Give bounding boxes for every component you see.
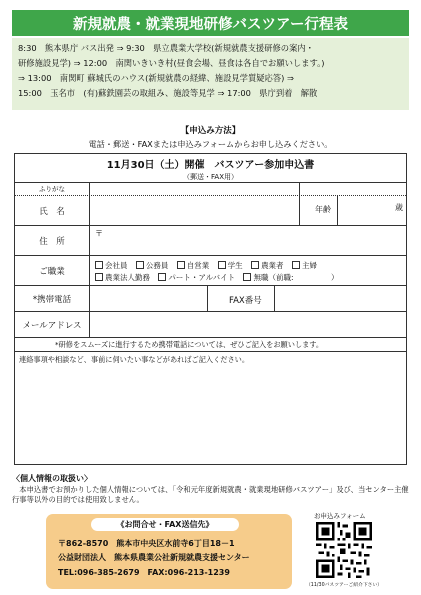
itinerary-box — [12, 38, 409, 110]
application-form — [14, 153, 407, 465]
email-row — [15, 312, 406, 338]
contact-org: 公益財団法人 熊本県農業公社新規就農支援センター — [58, 553, 250, 562]
form-title-text: 11月30日（土）開催 バスツアー参加申込書 — [106, 160, 315, 171]
address-label: 住 所 — [15, 226, 90, 255]
contact-address: 〒862-8570 熊本市中央区水前寺6丁目18－1 — [58, 539, 235, 548]
age-label: 年齢 — [315, 205, 331, 214]
apply-method-title: 【申込み方法】 — [180, 126, 241, 136]
contact-phones: TEL:096-385-2679 FAX:096-213-1239 — [58, 568, 230, 577]
name-label: 氏 名 — [15, 196, 90, 225]
name-input[interactable] — [91, 196, 297, 225]
phone-row — [15, 286, 406, 312]
mobile-note-row — [15, 338, 406, 352]
address-row — [15, 226, 406, 256]
mobile-label: *携帯電話 — [15, 286, 90, 311]
contact-box — [46, 514, 292, 589]
itinerary-line: 8:30 熊本県庁 バス出発 ⇒ 9:30 県立農業大学校(新規就農支援研修の案内・ — [18, 43, 314, 53]
page-title: 新規就農・就業現地研修バスツアー行程表 — [12, 10, 409, 36]
occupation-option[interactable]: 無職（前職: ） — [243, 272, 338, 283]
apply-method-note: 電話・郵送・FAXまたは申込みフォームからお申し込みください。 — [88, 139, 333, 149]
email-input[interactable] — [91, 312, 404, 337]
remarks-hint: 連絡事項や相談など、事前に伺いたい事などがあればご記入ください。 — [19, 355, 250, 364]
address-input[interactable] — [91, 226, 404, 255]
furigana-input[interactable] — [91, 182, 297, 195]
occupation-options-row2 — [95, 272, 345, 283]
mobile-input[interactable] — [91, 286, 205, 311]
remarks-area[interactable] — [15, 352, 406, 464]
qr-label: お申込みフォーム — [314, 512, 366, 520]
occupation-option[interactable]: 自営業 — [177, 260, 210, 271]
occupation-options-row1 — [95, 260, 323, 271]
privacy-text: 本申込書でお預かりした個人情報については、「令和元年度新規就農・就業現地研修バスツアー」及び、当センター主催行事等以外の目的では使用致しません。 — [12, 485, 409, 504]
occupation-option[interactable]: パート・アルバイト — [158, 272, 235, 283]
occupation-option[interactable]: 公務員 — [136, 260, 169, 271]
occupation-option[interactable]: 学生 — [218, 260, 243, 271]
mobile-note: *研修をスムーズに進行するため携帯電話については、ぜひご記入をお願いします。 — [55, 340, 324, 349]
itinerary-line: ⇒ 13:00 南関町 蘇城氏のハウス(新規就農の経緯、施設見学質疑応答) ⇒ — [18, 73, 294, 83]
name-row — [15, 196, 406, 226]
email-label: メールアドレス — [15, 312, 90, 337]
furigana-row — [15, 182, 406, 196]
qr-note: （11/30バスツアーご紹介下さい） — [306, 583, 383, 588]
occupation-option[interactable]: 農業者 — [251, 260, 284, 271]
furigana-label: ふりがな — [15, 182, 90, 195]
form-subtitle: （郵送・FAX用） — [183, 173, 238, 181]
contact-title: 《お問合せ・FAX送信先》 — [91, 518, 239, 531]
age-input[interactable] — [339, 196, 389, 225]
itinerary-line: 15:00 玉名市 (有)蘇鉄園芸の取組み、施設等見学 ⇒ 17:00 県庁到着 解散 — [18, 88, 318, 98]
occupation-option[interactable]: 農業法人勤務 — [95, 272, 150, 283]
occupation-row — [15, 256, 406, 286]
form-title — [15, 154, 406, 183]
occupation-label: ご職業 — [15, 256, 90, 285]
fax-input[interactable] — [276, 286, 404, 311]
occupation-option[interactable]: 会社員 — [95, 260, 128, 271]
age-unit: 歳 — [395, 203, 403, 212]
qr-code-icon[interactable] — [316, 522, 372, 578]
postal-mark: 〒 — [95, 229, 103, 238]
itinerary-line: 研修施設見学) ⇒ 12:00 南関いきいき村(昼食会場、昼食は各自でお願いします。) — [18, 58, 325, 68]
privacy-title: 〈個人情報の取扱い〉 — [12, 474, 92, 483]
fax-label: FAX番号 — [229, 296, 262, 306]
occupation-option[interactable]: 主婦 — [292, 260, 317, 271]
